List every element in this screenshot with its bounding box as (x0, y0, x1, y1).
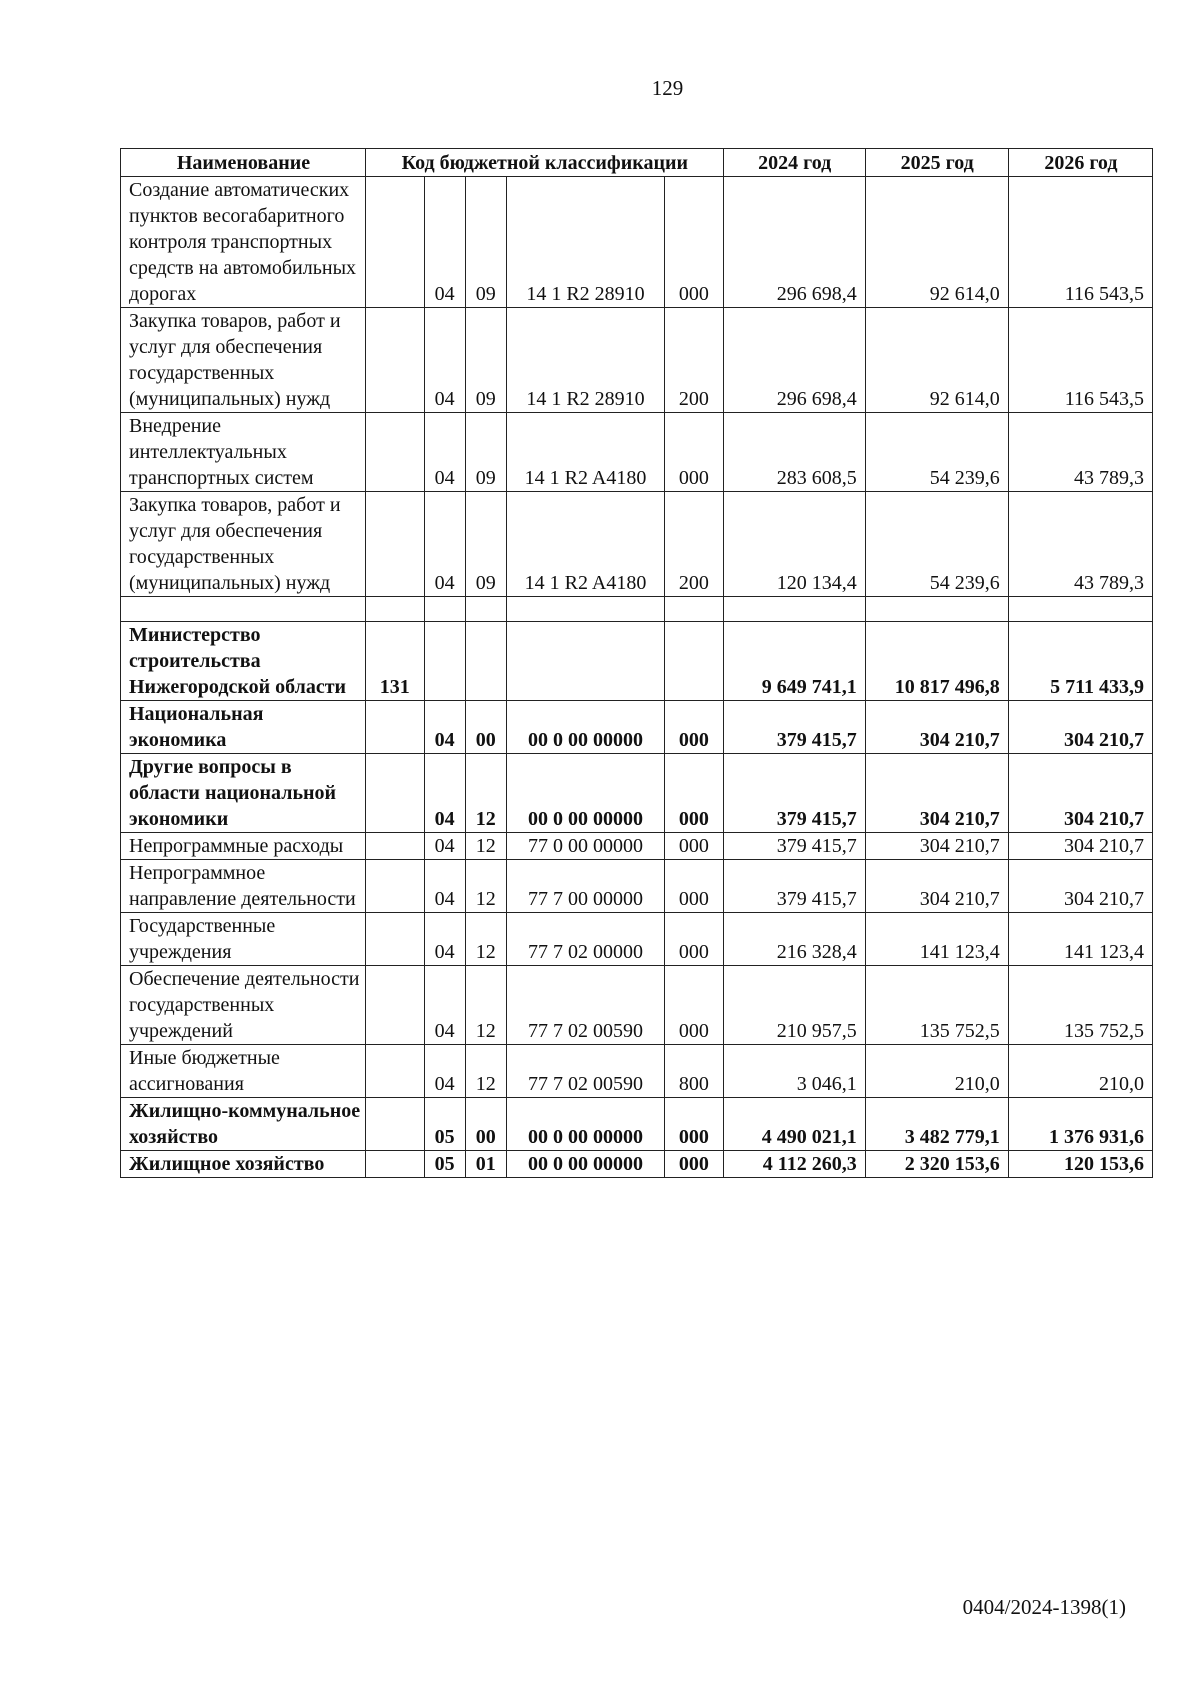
ved-code-cell (365, 701, 424, 754)
ved-code-cell: 131 (365, 622, 424, 701)
target-article-cell: 00 0 00 00000 (506, 1151, 664, 1178)
expense-type-cell: 000 (665, 1151, 724, 1178)
expense-type-cell: 000 (665, 860, 724, 913)
amount-2024-cell: 379 415,7 (723, 833, 865, 860)
amount-2025-cell: 135 752,5 (865, 966, 1008, 1045)
table-row (121, 308, 1153, 413)
section-code-cell: 04 (424, 860, 465, 913)
ved-code-cell (365, 492, 424, 597)
section-code-cell: 05 (424, 1151, 465, 1178)
row-name-cell: Иные бюджетные ассигнования (121, 1045, 366, 1098)
table-row (121, 177, 1153, 308)
page-number: 129 (651, 76, 684, 100)
target-article-cell: 14 1 R2 A4180 (506, 492, 664, 597)
header-name: Наименование (121, 149, 366, 177)
expense-type-cell: 000 (665, 966, 724, 1045)
amount-2026-cell: 304 210,7 (1008, 701, 1152, 754)
table-row (121, 966, 1153, 1045)
expense-type-cell: 200 (665, 492, 724, 597)
amount-2024-cell: 379 415,7 (723, 860, 865, 913)
row-name-cell: Создание автоматических пунктов весогабаритного контроля транспортных средств на автомобильных дорогах (121, 177, 366, 308)
subsection-code-cell: 09 (465, 308, 506, 413)
section-code-cell: 04 (424, 308, 465, 413)
subsection-code-cell: 12 (465, 754, 506, 833)
subsection-code-cell: 01 (465, 1151, 506, 1178)
section-code-cell: 04 (424, 177, 465, 308)
table-row (121, 860, 1153, 913)
amount-2024-cell: 3 046,1 (723, 1045, 865, 1098)
row-name-cell: Национальная экономика (121, 701, 366, 754)
target-article-cell: 77 7 02 00590 (506, 966, 664, 1045)
amount-2026-cell (1008, 597, 1152, 622)
expense-type-cell: 000 (665, 177, 724, 308)
header-2025: 2025 год (865, 149, 1008, 177)
target-article-cell (506, 597, 664, 622)
subsection-code-cell: 12 (465, 913, 506, 966)
amount-2026-cell: 120 153,6 (1008, 1151, 1152, 1178)
amount-2025-cell: 304 210,7 (865, 833, 1008, 860)
target-article-cell: 77 0 00 00000 (506, 833, 664, 860)
row-name-cell (121, 597, 366, 622)
amount-2024-cell: 283 608,5 (723, 413, 865, 492)
row-name-cell: Жилищно-коммунальное хозяйство (121, 1098, 366, 1151)
amount-2026-cell: 304 210,7 (1008, 860, 1152, 913)
target-article-cell: 00 0 00 00000 (506, 1098, 664, 1151)
amount-2025-cell: 210,0 (865, 1045, 1008, 1098)
amount-2025-cell: 92 614,0 (865, 177, 1008, 308)
amount-2024-cell: 216 328,4 (723, 913, 865, 966)
target-article-cell: 77 7 00 00000 (506, 860, 664, 913)
header-code: Код бюджетной классификации (365, 149, 723, 177)
section-code-cell: 04 (424, 833, 465, 860)
subsection-code-cell: 12 (465, 833, 506, 860)
expense-type-cell: 000 (665, 833, 724, 860)
table-row (121, 701, 1153, 754)
expense-type-cell: 000 (665, 1098, 724, 1151)
section-code-cell: 04 (424, 754, 465, 833)
budget-table (120, 148, 1153, 1178)
table-row (121, 622, 1153, 701)
subsection-code-cell: 12 (465, 1045, 506, 1098)
ved-code-cell (365, 1151, 424, 1178)
table-row (121, 833, 1153, 860)
target-article-cell: 00 0 00 00000 (506, 701, 664, 754)
amount-2024-cell (723, 597, 865, 622)
amount-2024-cell: 296 698,4 (723, 308, 865, 413)
amount-2025-cell: 3 482 779,1 (865, 1098, 1008, 1151)
row-name-cell: Непрограммные расходы (121, 833, 366, 860)
expense-type-cell: 000 (665, 913, 724, 966)
target-article-cell: 77 7 02 00000 (506, 913, 664, 966)
expense-type-cell: 800 (665, 1045, 724, 1098)
subsection-code-cell (465, 597, 506, 622)
table-row (121, 413, 1153, 492)
section-code-cell (424, 597, 465, 622)
row-name-cell: Непрограммное направление деятельности (121, 860, 366, 913)
ved-code-cell (365, 177, 424, 308)
row-name-cell: Обеспечение деятельности государственных учреждений (121, 966, 366, 1045)
ved-code-cell (365, 1045, 424, 1098)
expense-type-cell: 000 (665, 754, 724, 833)
table-header-row (121, 149, 1153, 177)
amount-2026-cell: 1 376 931,6 (1008, 1098, 1152, 1151)
row-name-cell: Закупка товаров, работ и услуг для обеспечения государственных (муниципальных) нужд (121, 308, 366, 413)
amount-2026-cell: 135 752,5 (1008, 966, 1152, 1045)
section-code-cell: 04 (424, 966, 465, 1045)
amount-2024-cell: 379 415,7 (723, 701, 865, 754)
document-code: 0404/2024-1398(1) (962, 1595, 1126, 1619)
subsection-code-cell: 12 (465, 860, 506, 913)
amount-2026-cell: 116 543,5 (1008, 177, 1152, 308)
amount-2026-cell: 43 789,3 (1008, 413, 1152, 492)
header-2024: 2024 год (723, 149, 865, 177)
ved-code-cell (365, 1098, 424, 1151)
subsection-code-cell (465, 622, 506, 701)
amount-2025-cell (865, 597, 1008, 622)
amount-2025-cell: 54 239,6 (865, 492, 1008, 597)
ved-code-cell (365, 597, 424, 622)
table-row (121, 913, 1153, 966)
target-article-cell: 14 1 R2 A4180 (506, 413, 664, 492)
subsection-code-cell: 09 (465, 177, 506, 308)
amount-2026-cell: 43 789,3 (1008, 492, 1152, 597)
amount-2024-cell: 210 957,5 (723, 966, 865, 1045)
amount-2026-cell: 141 123,4 (1008, 913, 1152, 966)
expense-type-cell: 000 (665, 701, 724, 754)
section-code-cell: 05 (424, 1098, 465, 1151)
section-code-cell: 04 (424, 413, 465, 492)
target-article-cell: 77 7 02 00590 (506, 1045, 664, 1098)
ved-code-cell (365, 308, 424, 413)
table-row (121, 1045, 1153, 1098)
header-2026: 2026 год (1008, 149, 1152, 177)
amount-2024-cell: 379 415,7 (723, 754, 865, 833)
ved-code-cell (365, 860, 424, 913)
amount-2024-cell: 9 649 741,1 (723, 622, 865, 701)
amount-2025-cell: 92 614,0 (865, 308, 1008, 413)
row-name-cell: Закупка товаров, работ и услуг для обеспечения государственных (муниципальных) нужд (121, 492, 366, 597)
amount-2025-cell: 2 320 153,6 (865, 1151, 1008, 1178)
table-row (121, 1098, 1153, 1151)
target-article-cell: 14 1 R2 28910 (506, 177, 664, 308)
subsection-code-cell: 00 (465, 1098, 506, 1151)
amount-2024-cell: 296 698,4 (723, 177, 865, 308)
amount-2025-cell: 141 123,4 (865, 913, 1008, 966)
expense-type-cell (665, 597, 724, 622)
amount-2026-cell: 304 210,7 (1008, 833, 1152, 860)
amount-2025-cell: 304 210,7 (865, 860, 1008, 913)
ved-code-cell (365, 413, 424, 492)
amount-2025-cell: 304 210,7 (865, 701, 1008, 754)
subsection-code-cell: 09 (465, 413, 506, 492)
ved-code-cell (365, 966, 424, 1045)
expense-type-cell: 200 (665, 308, 724, 413)
amount-2025-cell: 10 817 496,8 (865, 622, 1008, 701)
row-name-cell: Другие вопросы в области национальной экономики (121, 754, 366, 833)
amount-2026-cell: 116 543,5 (1008, 308, 1152, 413)
amount-2025-cell: 304 210,7 (865, 754, 1008, 833)
table-body (121, 177, 1153, 1178)
row-name-cell: Министерство строительства Нижегородской области (121, 622, 366, 701)
amount-2026-cell: 304 210,7 (1008, 754, 1152, 833)
table-row (121, 754, 1153, 833)
ved-code-cell (365, 913, 424, 966)
amount-2026-cell: 210,0 (1008, 1045, 1152, 1098)
subsection-code-cell: 12 (465, 966, 506, 1045)
amount-2025-cell: 54 239,6 (865, 413, 1008, 492)
section-code-cell: 04 (424, 701, 465, 754)
row-name-cell: Жилищное хозяйство (121, 1151, 366, 1178)
subsection-code-cell: 00 (465, 701, 506, 754)
table-row (121, 597, 1153, 622)
subsection-code-cell: 09 (465, 492, 506, 597)
target-article-cell: 00 0 00 00000 (506, 754, 664, 833)
row-name-cell: Государственные учреждения (121, 913, 366, 966)
amount-2026-cell: 5 711 433,9 (1008, 622, 1152, 701)
section-code-cell (424, 622, 465, 701)
section-code-cell: 04 (424, 492, 465, 597)
row-name-cell: Внедрение интеллектуальных транспортных систем (121, 413, 366, 492)
amount-2024-cell: 120 134,4 (723, 492, 865, 597)
target-article-cell (506, 622, 664, 701)
section-code-cell: 04 (424, 1045, 465, 1098)
table-row (121, 1151, 1153, 1178)
ved-code-cell (365, 754, 424, 833)
section-code-cell: 04 (424, 913, 465, 966)
amount-2024-cell: 4 490 021,1 (723, 1098, 865, 1151)
amount-2024-cell: 4 112 260,3 (723, 1151, 865, 1178)
expense-type-cell: 000 (665, 413, 724, 492)
ved-code-cell (365, 833, 424, 860)
table-row (121, 492, 1153, 597)
expense-type-cell (665, 622, 724, 701)
target-article-cell: 14 1 R2 28910 (506, 308, 664, 413)
